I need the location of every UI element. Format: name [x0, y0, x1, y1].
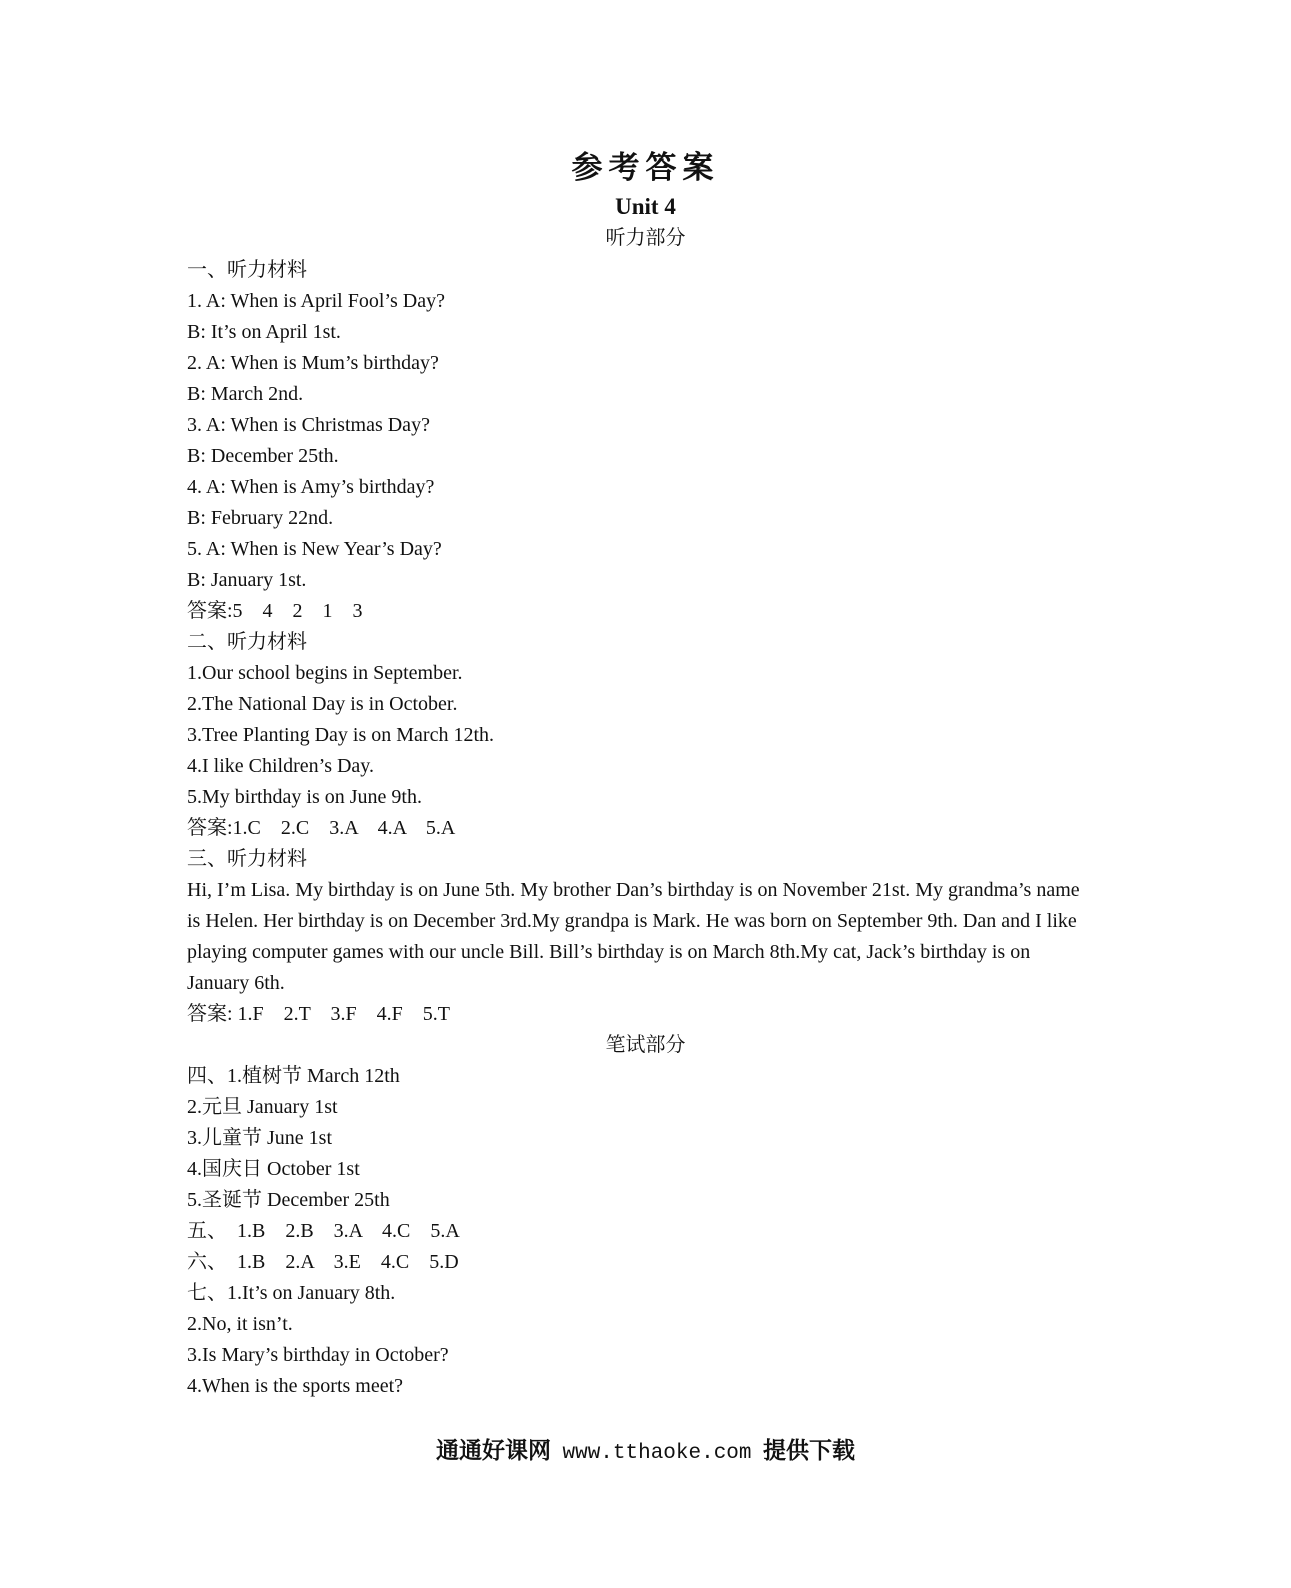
- part2-line: 1.Our school begins in September.: [187, 662, 463, 684]
- writing-heading-row: [187, 1030, 1087, 1061]
- answer-key-body: [187, 255, 1087, 1402]
- part4-line: 四、1.植树节 March 12th: [187, 1065, 400, 1087]
- listening-section-heading: 听力部分: [605, 227, 686, 249]
- part1-line: B: January 1st.: [187, 569, 307, 591]
- part7-line: 2.No, it isn’t.: [187, 1313, 293, 1335]
- page-title: 参考答案: [571, 150, 720, 185]
- part3-heading: 三、听力材料: [187, 848, 307, 870]
- part4-line: 2.元旦 January 1st: [187, 1096, 338, 1118]
- part1-line: 3. A: When is Christmas Day?: [187, 414, 430, 436]
- part2-heading: 二、听力材料: [187, 631, 307, 653]
- part7-line: 4.When is the sports meet?: [187, 1375, 404, 1397]
- part2-line: 5.My birthday is on June 9th.: [187, 786, 422, 808]
- part1-line: 5. A: When is New Year’s Day?: [187, 538, 442, 560]
- part1-line: B: December 25th.: [187, 445, 339, 467]
- part1-heading: 一、听力材料: [187, 259, 307, 281]
- part1-line: B: March 2nd.: [187, 383, 304, 405]
- part2-line: 2.The National Day is in October.: [187, 693, 458, 715]
- part5-answer: 五、 1.B 2.B 3.A 4.C 5.A: [187, 1220, 460, 1242]
- part4-line: 5.圣诞节 December 25th: [187, 1189, 390, 1211]
- part4-line: 3.儿童节 June 1st: [187, 1127, 332, 1149]
- part1-line: B: It’s on April 1st.: [187, 321, 341, 343]
- part2-answer: 答案:1.C 2.C 3.A 4.A 5.A: [187, 817, 456, 839]
- unit-title: Unit 4: [615, 194, 676, 219]
- part1-line: 2. A: When is Mum’s birthday?: [187, 352, 439, 374]
- footer-suffix: 提供下载: [763, 1438, 856, 1463]
- part1-line: B: February 22nd.: [187, 507, 334, 529]
- part4-line: 4.国庆日 October 1st: [187, 1158, 360, 1180]
- part2-line: 4.I like Children’s Day.: [187, 755, 375, 777]
- part7-line: 3.Is Mary’s birthday in October?: [187, 1344, 449, 1366]
- part3-paragraph: Hi, I’m Lisa. My birthday is on June 5th. My brother Dan’s birthday is on November 21st. My grandma’s name is Helen. Her birthday is on December 3rd.My grandpa is Mark. He was born on September 9th. Dan and I like playing computer games with our uncle Bill. Bill’s birthday is on March 8th.My cat, Jack’s birthday is on January 6th.: [187, 879, 1080, 994]
- footer-url[interactable]: www.tthaoke.com: [562, 1442, 752, 1465]
- writing-section-heading: 笔试部分: [605, 1034, 686, 1056]
- footer: [0, 1434, 1291, 1471]
- part6-answer: 六、 1.B 2.A 3.E 4.C 5.D: [187, 1251, 459, 1273]
- part1-line: 1. A: When is April Fool’s Day?: [187, 290, 445, 312]
- footer-site-name: 通通好课网: [435, 1438, 551, 1463]
- part1-line: 4. A: When is Amy’s birthday?: [187, 476, 435, 498]
- part1-answer: 答案:5 4 2 1 3: [187, 600, 363, 622]
- part7-line: 七、1.It’s on January 8th.: [187, 1282, 396, 1304]
- part2-line: 3.Tree Planting Day is on March 12th.: [187, 724, 495, 746]
- part3-answer: 答案: 1.F 2.T 3.F 4.F 5.T: [187, 1003, 450, 1025]
